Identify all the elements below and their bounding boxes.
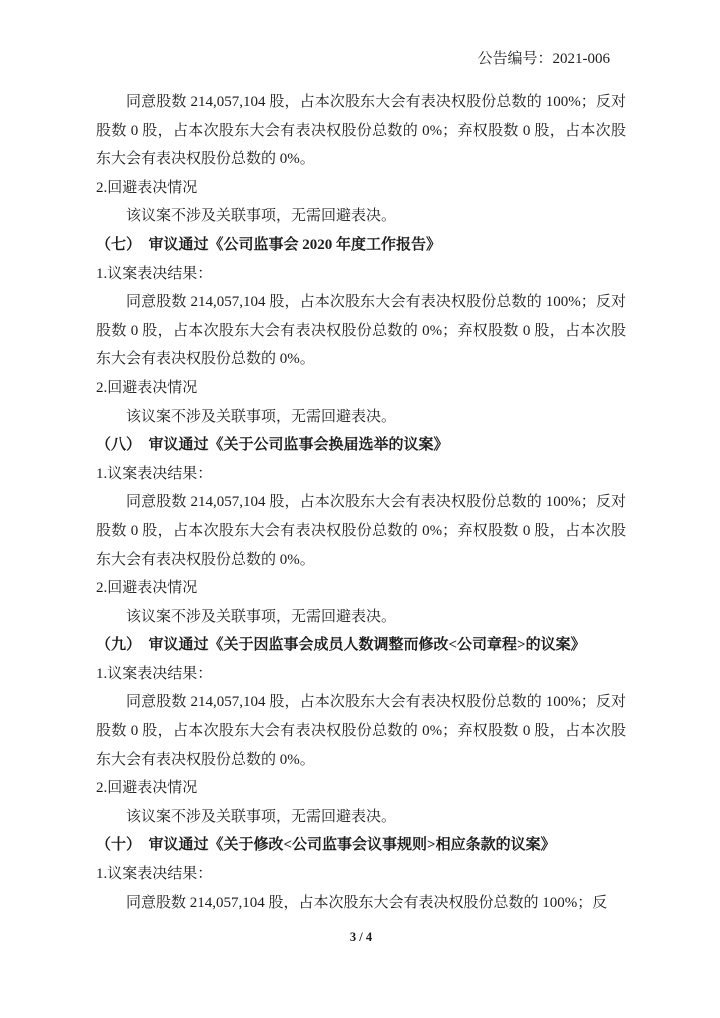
- result-heading: 1.议案表决结果：: [96, 665, 213, 682]
- vote-result-paragraph: 同意股数 214,057,104 股，占本次股东大会有表决权股份总数的 100%；反对股数 0 股，占本次股东大会有表决权股份总数的 0%；弃权股数 0 股，占本次股东大会有表决权股份总数的 0%。: [96, 94, 626, 168]
- section-heading: （八） 审议通过《关于公司监事会换届选举的议案》: [96, 437, 449, 454]
- vote-result-paragraph-truncated: 同意股数 214,057,104 股，占本次股东大会有表决权股份总数的 100%；反: [126, 894, 608, 911]
- continuation-block: [96, 88, 626, 231]
- recusal-statement: 该议案不涉及关联事项，无需回避表决。: [126, 808, 397, 825]
- announcement-number: 公告编号：2021-006: [477, 51, 610, 67]
- vote-result-paragraph: 同意股数 214,057,104 股，占本次股东大会有表决权股份总数的 100%；反对股数 0 股，占本次股东大会有表决权股份总数的 0%；弃权股数 0 股，占本次股东大会有表决权股份总数的 0%。: [96, 294, 626, 368]
- section-7: [96, 231, 626, 431]
- result-heading: 1.议案表决结果：: [96, 465, 213, 482]
- recusal-statement: 该议案不涉及关联事项，无需回避表决。: [126, 608, 397, 625]
- page-number: 3 / 4: [349, 930, 373, 944]
- recusal-statement: 该议案不涉及关联事项，无需回避表决。: [126, 408, 397, 425]
- result-heading: 1.议案表决结果：: [96, 265, 213, 282]
- section-heading: （十） 审议通过《关于修改<公司监事会议事规则>相应条款的议案》: [96, 837, 556, 854]
- section-10: [96, 831, 626, 917]
- section-8: [96, 431, 626, 631]
- document-body: [96, 88, 626, 917]
- recusal-statement: 该议案不涉及关联事项，无需回避表决。: [126, 208, 397, 225]
- section-9: [96, 631, 626, 831]
- section-heading: （七） 审议通过《公司监事会 2020 年度工作报告》: [96, 236, 442, 253]
- recusal-heading: 2.回避表决情况: [96, 580, 198, 597]
- recusal-heading: 2.回避表决情况: [96, 379, 198, 396]
- vote-result-paragraph: 同意股数 214,057,104 股，占本次股东大会有表决权股份总数的 100%；反对股数 0 股，占本次股东大会有表决权股份总数的 0%；弃权股数 0 股，占本次股东大会有表决权股份总数的 0%。: [96, 494, 626, 568]
- recusal-heading: 2.回避表决情况: [96, 780, 198, 797]
- result-heading: 1.议案表决结果：: [96, 866, 213, 883]
- recusal-heading: 2.回避表决情况: [96, 179, 198, 196]
- section-heading: （九） 审议通过《关于因监事会成员人数调整而修改<公司章程>的议案》: [96, 637, 586, 654]
- vote-result-paragraph: 同意股数 214,057,104 股，占本次股东大会有表决权股份总数的 100%；反对股数 0 股，占本次股东大会有表决权股份总数的 0%；弃权股数 0 股，占本次股东大会有表决权股份总数的 0%。: [96, 694, 626, 768]
